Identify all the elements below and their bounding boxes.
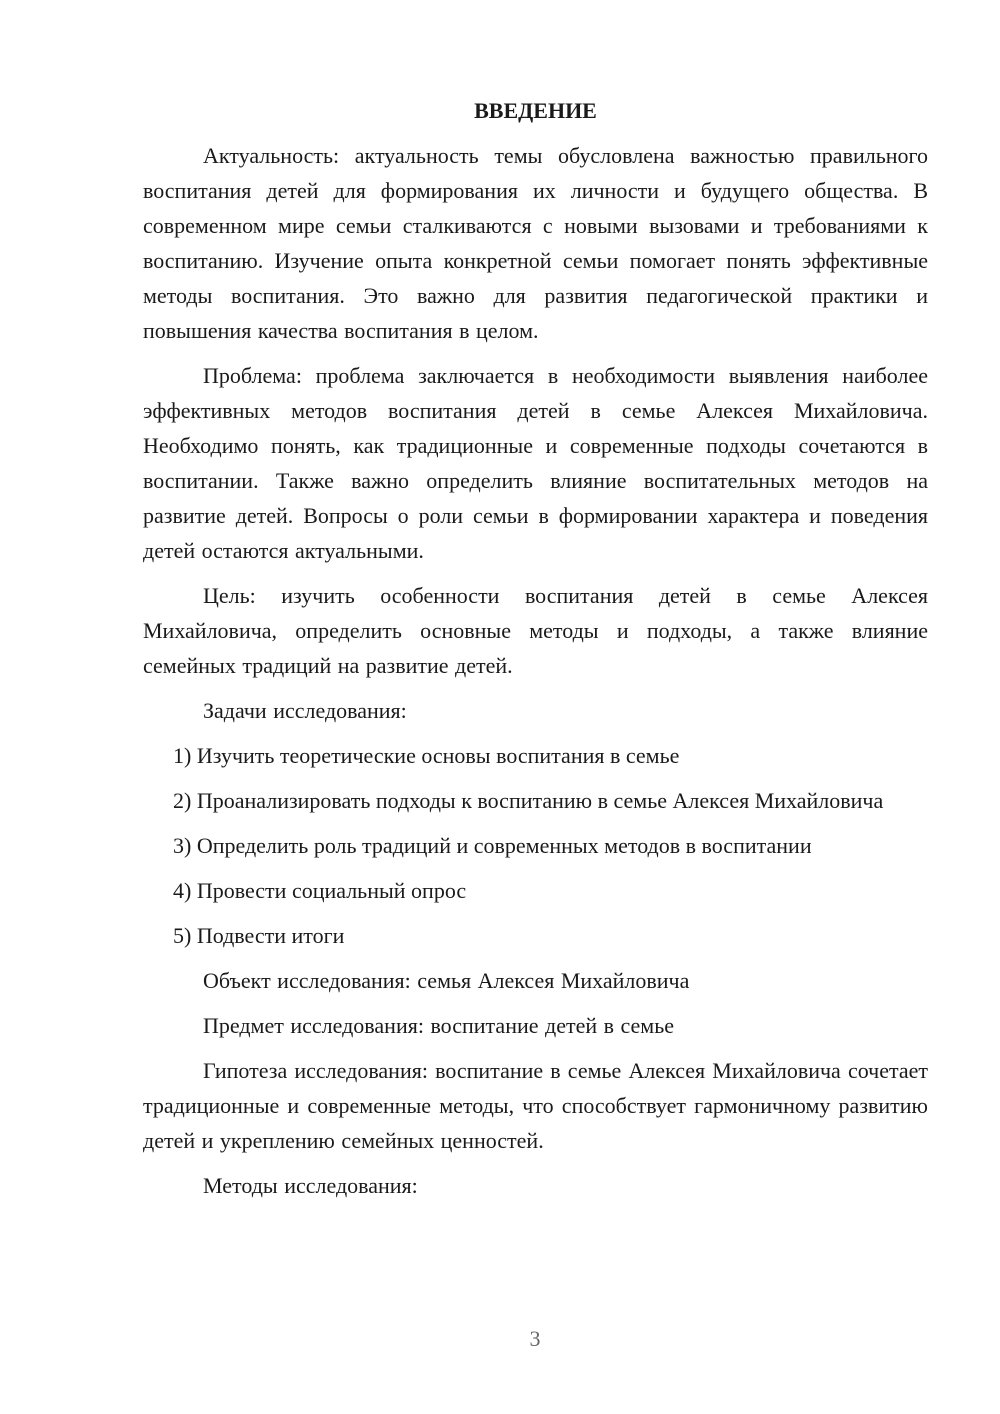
document-page	[143, 96, 928, 1213]
paragraph-hypothesis: Гипотеза исследования: воспитание в семье Алексея Михайловича сочетает традиционные и современные методы, что способствует гармоничному развитию детей и укреплению семейных ценностей.	[143, 1058, 928, 1153]
task-item-1: 1) Изучить теоретические основы воспитания в семье	[173, 743, 680, 768]
task-item-3: 3) Определить роль традиций и современных методов в воспитании	[173, 833, 812, 858]
paragraph-subject: Предмет исследования: воспитание детей в семье	[203, 1013, 675, 1038]
paragraph-relevance: Актуальность: актуальность темы обусловлена важностью правильного воспитания детей для формирования их личности и будущего общества. В современном мире семьи сталкиваются с новыми вызовами и требованиями к воспитанию. Изучение опыта конкретной семьи помогает понять эффективные методы воспитания. Это важно для развития педагогической практики и повышения качества воспитания в целом.	[143, 143, 928, 343]
paragraph-object: Объект исследования: семья Алексея Михайловича	[203, 968, 690, 993]
paragraph-goal: Цель: изучить особенности воспитания детей в семье Алексея Михайловича, определить основные методы и подходы, а также влияние семейных традиций на развитие детей.	[143, 583, 928, 678]
task-item-2: 2) Проанализировать подходы к воспитанию в семье Алексея Михайловича	[173, 788, 884, 813]
task-item-4: 4) Провести социальный опрос	[173, 878, 467, 903]
task-item-5: 5) Подвести итоги	[173, 923, 345, 948]
paragraph-tasks-intro: Задачи исследования:	[203, 698, 407, 723]
paragraph-problem: Проблема: проблема заключается в необходимости выявления наиболее эффективных методов воспитания детей в семье Алексея Михайловича. Необходимо понять, как традиционные и современные подходы сочетаются в воспитании. Также важно определить влияние воспитательных методов на развитие детей. Вопросы о роли семьи в формировании характера и поведения детей остаются актуальными.	[143, 363, 928, 563]
page-number: 3	[529, 1326, 541, 1351]
section-heading: ВВЕДЕНИЕ	[474, 98, 597, 123]
paragraph-methods: Методы исследования:	[203, 1173, 418, 1198]
